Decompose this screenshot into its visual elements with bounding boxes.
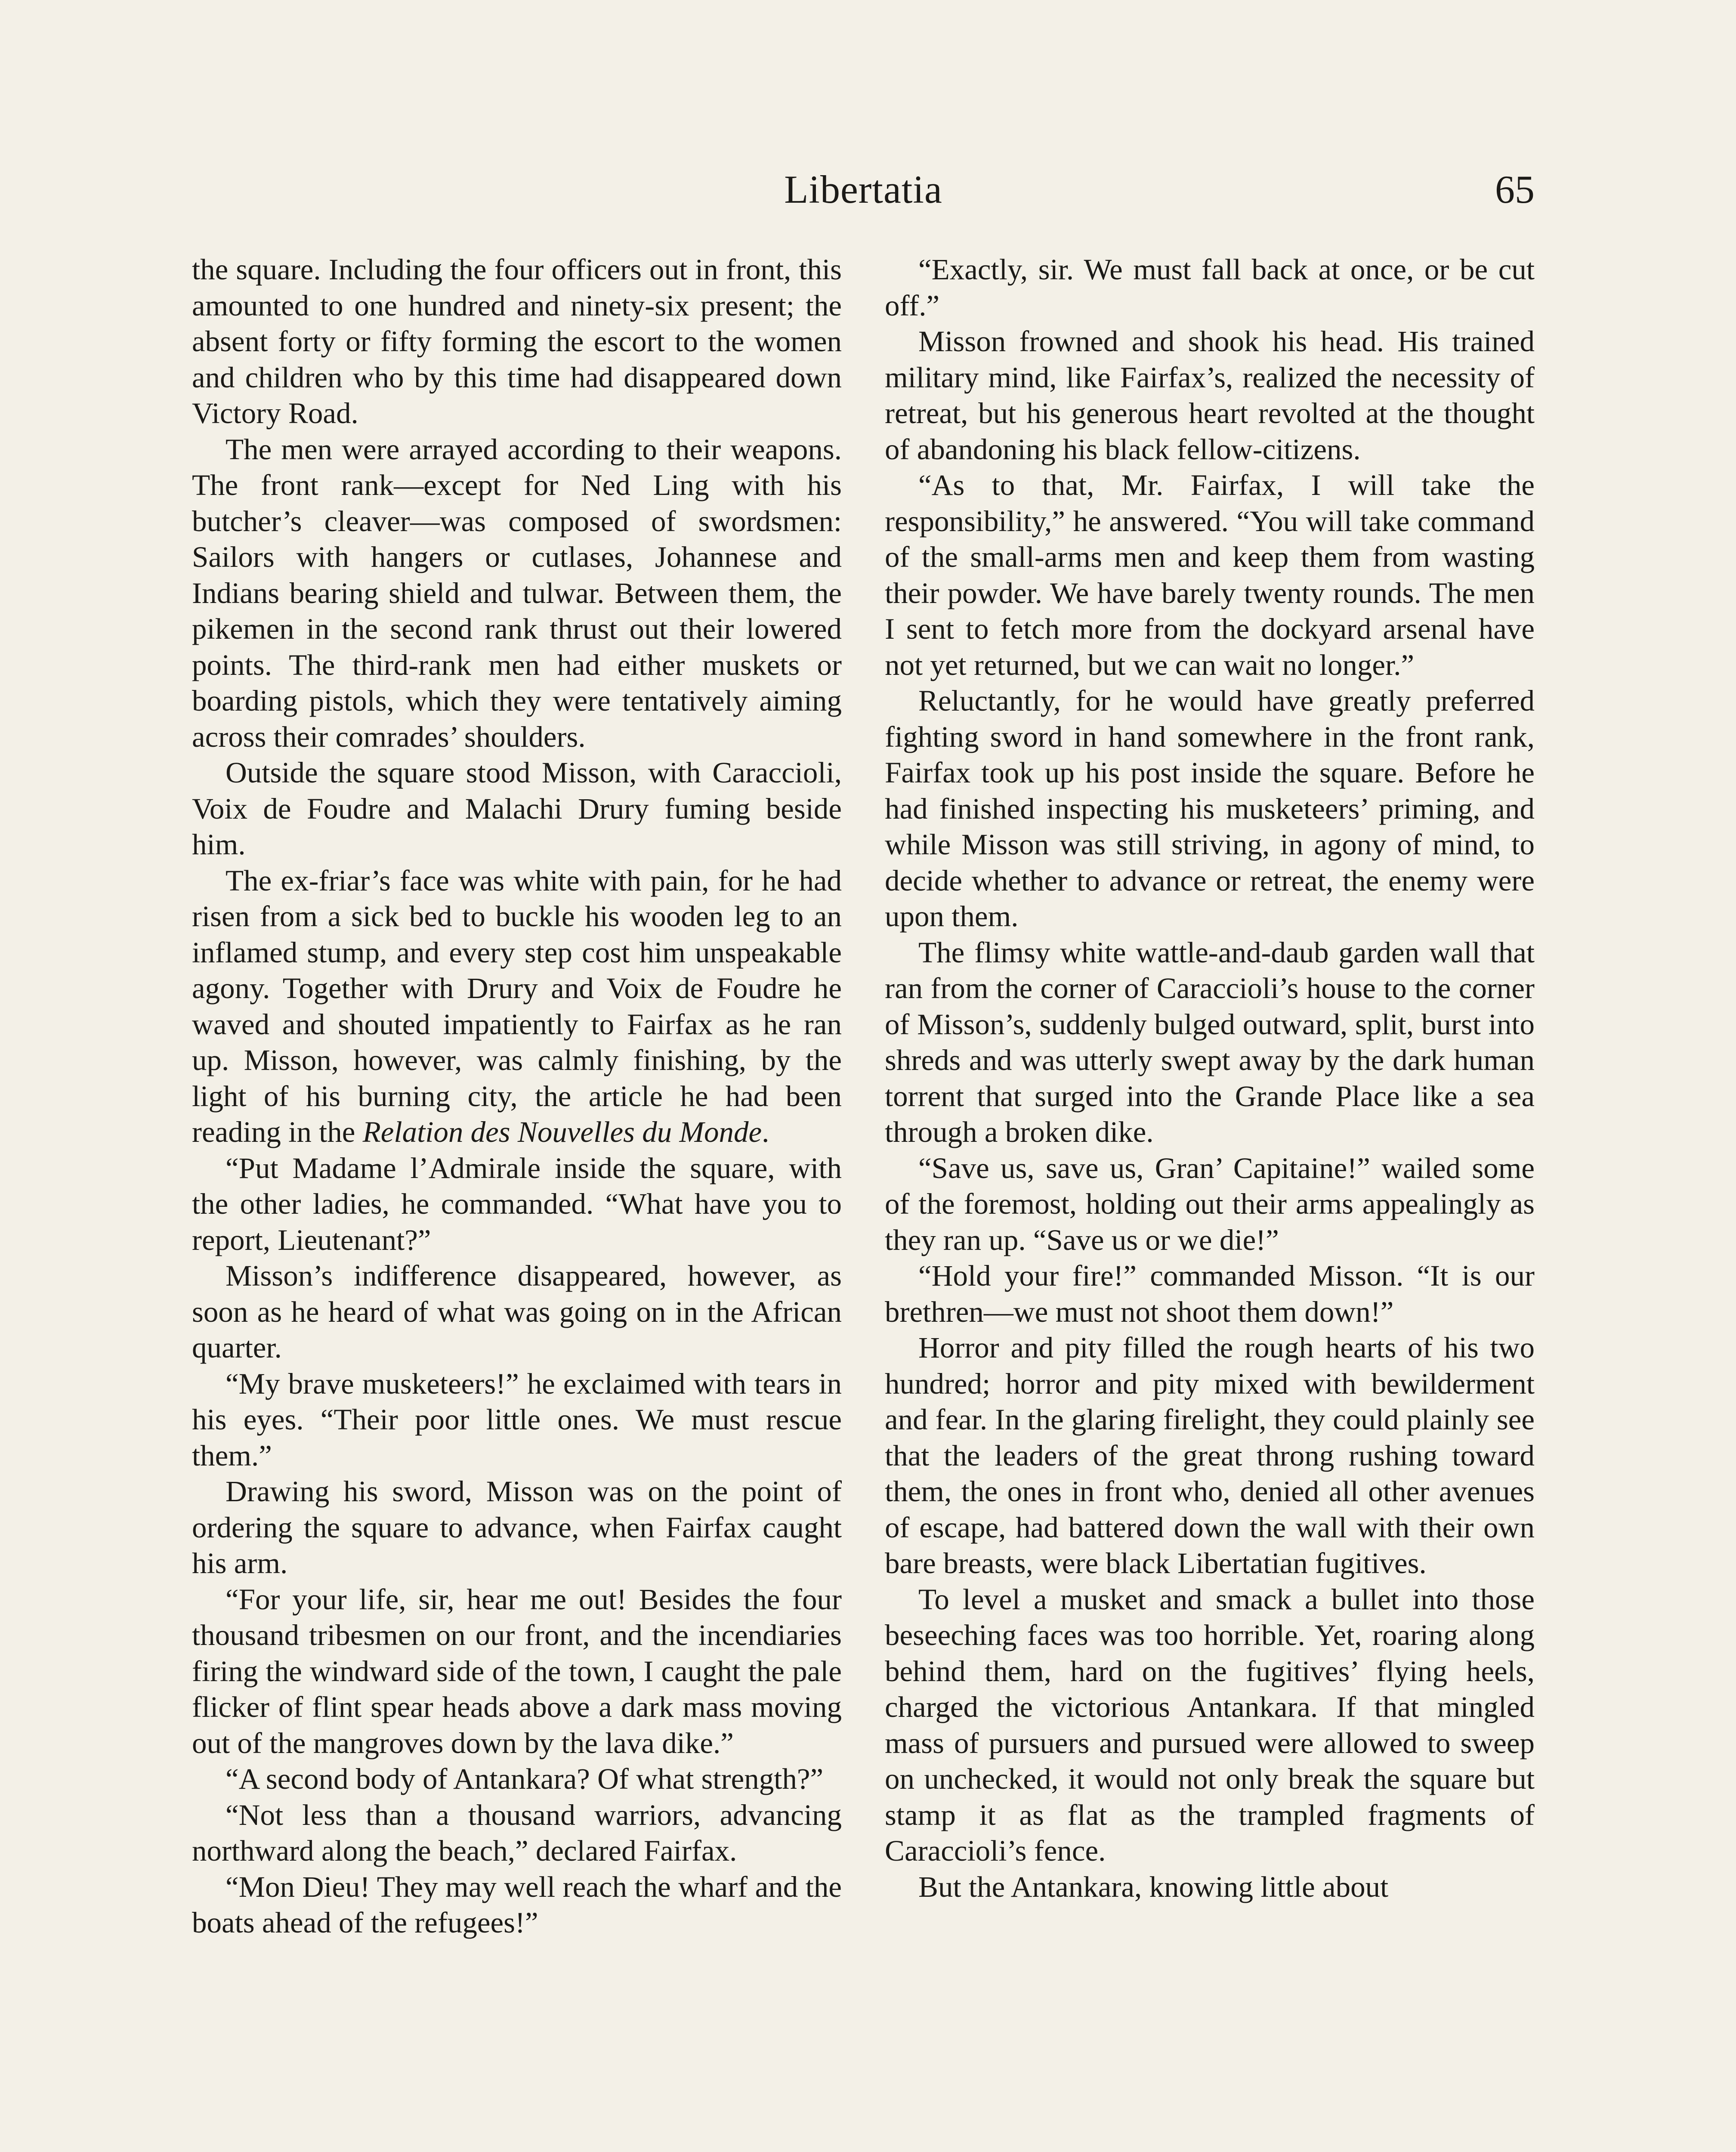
paragraph: Misson’s indifference disappeared, however, as soon as he heard of what was going on in the African quarter.: [192, 1259, 842, 1364]
paragraph: Reluctantly, for he would have greatly preferred fighting sword in hand somewhere in the front rank, Fairfax took up his post inside the square. Before he had finished inspecting his musketeers’ priming, and while Misson was still striving, in agony of mind, to decide whether to advance or retreat, the enemy were upon them.: [885, 684, 1535, 933]
paragraph: The men were arrayed according to their weapons. The front rank—except for Ned Ling with his butcher’s cleaver—was composed of swordsmen: Sailors with hangers or cutlases, Johannese and Indians bearing shield and tulwar. Between them, the pikemen in the second rank thrust out their lowered points. The third-rank men had either muskets or boarding pistols, which they were tentatively aiming across their comrades’ shoulders.: [192, 433, 842, 753]
paragraph: The flimsy white wattle-and-daub garden wall that ran from the corner of Caraccioli’s house to the corner of Misson’s, suddenly bulged outward, split, burst into shreds and was utterly swept away by the dark human torrent that surged into the Grande Place like a sea through a broken dike.: [885, 936, 1535, 1148]
paragraph: the square. Including the four officers out in front, this amounted to one hundred and ninety-six present; the absent forty or fifty forming the escort to the women and children who by this time had disappeared down Victory Road.: [192, 253, 842, 430]
paragraph: “Mon Dieu! They may well reach the wharf and the boats ahead of the refugees!”: [192, 1870, 842, 1939]
paragraph: “Put Madame l’Admirale inside the square, with the other ladies, he commanded. “What have you to report, Lieutenant?”: [192, 1151, 842, 1256]
paragraph: Misson frowned and shook his head. His trained military mind, like Fairfax’s, realized the necessity of retreat, but his generous heart revolted at the thought of abandoning his black fellow-citizens.: [885, 325, 1535, 466]
paragraph: To level a musket and smack a bullet into those beseeching faces was too horrible. Yet, roaring along behind them, hard on the fugitives’ flying heels, charged the victorious Antankara. If that mingled mass of pursuers and pursued were allowed to sweep on unchecked, it would not only break the square but stamp it as flat as the trampled fragments of Caraccioli’s fence.: [885, 1583, 1535, 1867]
paragraph: “Not less than a thousand warriors, advancing northward along the beach,” declared Fairfax.: [192, 1798, 842, 1867]
paragraph: “Save us, save us, Gran’ Capitaine!” wailed some of the foremost, holding out their arms appealingly as they ran up. “Save us or we die!”: [885, 1151, 1535, 1256]
periodical-title: Relation des Nouvelles du Monde: [362, 1116, 762, 1148]
paragraph: Outside the square stood Misson, with Caraccioli, Voix de Foudre and Malachi Drury fuming beside him.: [192, 756, 842, 861]
paragraph: “For your life, sir, hear me out! Besides the four thousand tribesmen on our front, and the incendiaries firing the windward side of the town, I caught the pale flicker of flint spear heads above a dark mass moving out of the mangroves down by the lava dike.”: [192, 1583, 842, 1759]
text-column-right: [885, 252, 1535, 1905]
page-number: 65: [1495, 167, 1535, 211]
text-column-left: [192, 252, 842, 1941]
paragraph: “My brave musketeers!” he exclaimed with tears in his eyes. “Their poor little ones. We must rescue them.”: [192, 1367, 842, 1472]
paragraph: “As to that, Mr. Fairfax, I will take the responsibility,” he answered. “You will take command of the small-arms men and keep them from wasting their powder. We have barely twenty rounds. The men I sent to fetch more from the dockyard arsenal have not yet returned, but we can wait no longer.”: [885, 469, 1535, 681]
paragraph: The ex-friar’s face was white with pain, for he had risen from a sick bed to buckle his wooden leg to an inflamed stump, and every step cost him unspeakable agony. Together with Drury and Voix de Foudre he waved and shouted impatiently to Fairfax as he ran up. Misson, however, was calmly finishing, by the light of his burning city, the article he had been reading in the Relation des Nouvelles du Monde.: [192, 864, 842, 1148]
paragraph: “A second body of Antankara? Of what strength?”: [225, 1762, 824, 1795]
paragraph: Drawing his sword, Misson was on the point of ordering the square to advance, when Fairfax caught his arm.: [192, 1475, 842, 1580]
running-header: [192, 159, 1535, 220]
chapter-title: Libertatia: [784, 167, 942, 211]
paragraph: But the Antankara, knowing little about: [918, 1870, 1389, 1903]
paragraph: “Hold your fire!” commanded Misson. “It is our brethren—we must not shoot them down!”: [885, 1259, 1535, 1328]
paragraph: Horror and pity filled the rough hearts of his two hundred; horror and pity mixed with bewilderment and fear. In the glaring firelight, they could plainly see that the leaders of the great throng rushing toward them, the ones in front who, denied all other avenues of escape, had battered down the wall with their own bare breasts, were black Libertatian fugitives.: [885, 1331, 1535, 1580]
paragraph: “Exactly, sir. We must fall back at once, or be cut off.”: [885, 253, 1535, 322]
